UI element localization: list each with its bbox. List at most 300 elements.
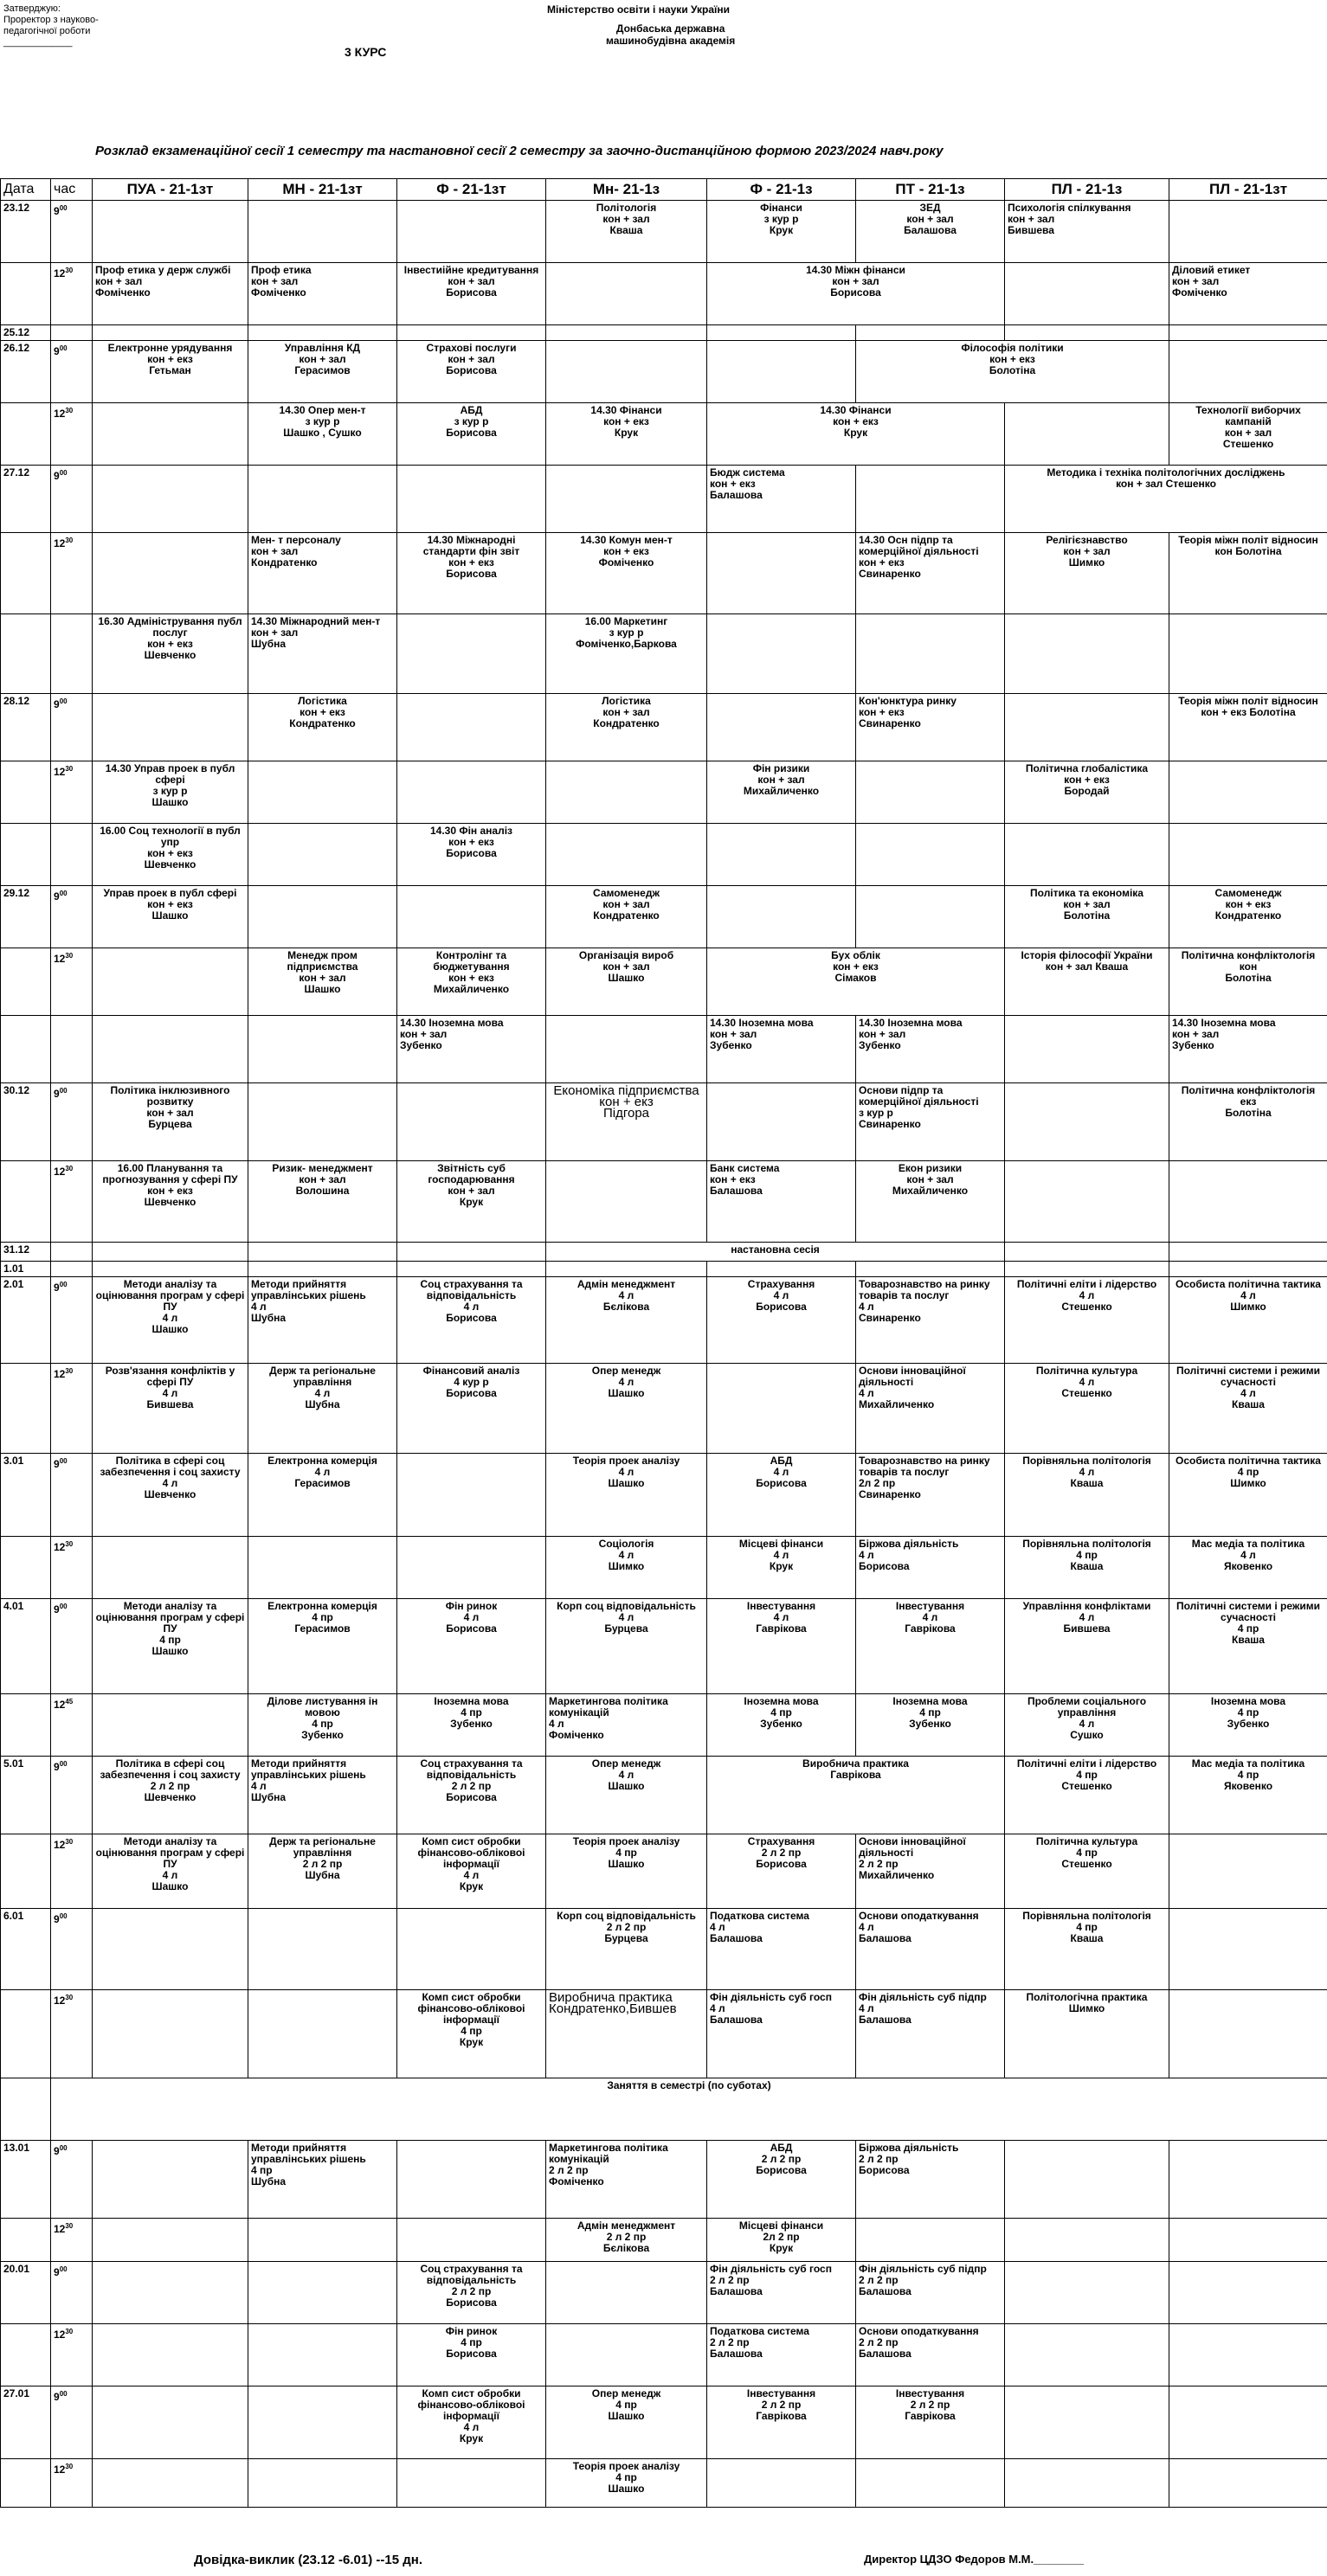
- empty-cell: [397, 2141, 546, 2219]
- date-cell: 30.12: [1, 1083, 51, 1161]
- empty-cell: [546, 761, 707, 824]
- cell-line: Кондратенко: [1214, 909, 1282, 922]
- class-cell: [546, 2141, 707, 2219]
- cell-line: 4 пр: [1237, 1466, 1259, 1478]
- time-cell: [51, 1243, 93, 1262]
- cell-line: кон + зал: [146, 1107, 194, 1119]
- date-cell: 20.01: [1, 2262, 51, 2324]
- time-cell: $12^{45}$: [51, 1694, 93, 1757]
- date-cell: [1, 263, 51, 325]
- cell-line: Фінансовий аналіз: [422, 1365, 520, 1377]
- approval-block: [3, 3, 99, 48]
- cell-line: Основи підпр та комерційної діяльності: [859, 1084, 979, 1108]
- empty-cell: [1169, 1262, 1327, 1277]
- empty-cell: [397, 2459, 546, 2508]
- class-cell: [1005, 201, 1169, 263]
- class-cell: [397, 1834, 546, 1909]
- cell-line: 14.30 Управ проек в публ сфері: [105, 762, 235, 786]
- class-cell: [248, 694, 397, 761]
- cell-line: Кондратенко: [251, 556, 318, 569]
- class-cell: [248, 1364, 397, 1454]
- empty-cell: [1169, 1909, 1327, 1990]
- cell-line: Розв'язання конфліктів у сфері ПУ: [105, 1365, 235, 1388]
- time-cell: $12^{30}$: [51, 948, 93, 1016]
- class-cell: [1169, 263, 1327, 325]
- cell-line: Управління КД: [284, 342, 361, 354]
- column-header: ПТ - 21-1з: [856, 179, 1005, 201]
- schedule-row: [1, 1016, 1327, 1083]
- cell-line: Товарознавство на ринку товарів та послуг: [859, 1278, 990, 1301]
- class-cell: [93, 1757, 248, 1834]
- class-cell: [546, 2386, 707, 2459]
- date-cell: [1, 533, 51, 614]
- class-cell: [856, 1599, 1005, 1694]
- class-cell: [707, 2386, 856, 2459]
- empty-cell: [1005, 1083, 1169, 1161]
- class-cell: [856, 201, 1005, 263]
- cell-line: 16.30 Адміністрування публ послуг: [98, 615, 242, 639]
- cell-line: Фін діяльність суб госп: [710, 1991, 832, 2003]
- cell-line: 4 л: [859, 2002, 874, 2014]
- class-cell: [546, 1083, 707, 1161]
- empty-cell: [1005, 2141, 1169, 2219]
- time-cell: $9^{00}$: [51, 694, 93, 761]
- cell-line: Організація вироб: [578, 949, 674, 961]
- cell-line: 4 л: [251, 1301, 267, 1313]
- cell-line: Борисова: [756, 2164, 807, 2176]
- cell-line: 4 л: [162, 1312, 178, 1324]
- cell-line: 14.30 Іноземна мова: [400, 1017, 504, 1029]
- class-cell: [1169, 1454, 1327, 1537]
- cell-line: 4 л: [618, 1466, 635, 1478]
- cell-line: Звітність суб господарювання: [428, 1162, 515, 1185]
- cell-line: Шашко: [608, 2483, 645, 2495]
- cell-line: Методика і техніка політологічних досліджень: [1047, 466, 1285, 479]
- cell-line: Бєлікова: [602, 1301, 650, 1313]
- cell-line: Фін ринок: [445, 2325, 498, 2337]
- cell-line: Політика в сфері соц забезпечення і соц захисту: [100, 1455, 241, 1478]
- cell-line: Борисова: [446, 364, 497, 376]
- class-cell: [707, 948, 1005, 1016]
- class-cell: [248, 1277, 397, 1364]
- cell-line: Електронна комерція: [267, 1600, 377, 1612]
- class-cell: [856, 1694, 1005, 1757]
- class-cell: [707, 263, 1005, 325]
- empty-cell: [93, 1243, 248, 1262]
- date-cell: [1, 1694, 51, 1757]
- cell-line: Економіка підприємства: [553, 1083, 699, 1098]
- empty-cell: [1005, 1016, 1169, 1083]
- empty-cell: [248, 761, 397, 824]
- empty-cell: [856, 886, 1005, 948]
- class-cell: [856, 1364, 1005, 1454]
- empty-cell: [1169, 1834, 1327, 1909]
- class-cell: [546, 1694, 707, 1757]
- cell-line: Зубенко: [909, 1718, 951, 1730]
- cell-line: 4 пр: [251, 2164, 273, 2176]
- empty-cell: [1005, 403, 1169, 466]
- cell-line: Страхові послуги: [426, 342, 517, 354]
- date-cell: [1, 2219, 51, 2262]
- time-cell: $9^{00}$: [51, 1083, 93, 1161]
- empty-cell: [93, 2262, 248, 2324]
- cell-line: Борисова: [756, 1858, 807, 1870]
- schedule-row: [1, 1161, 1327, 1243]
- class-cell: [397, 1016, 546, 1083]
- cell-line: 4 пр: [1076, 1549, 1098, 1561]
- cell-line: Стешенко: [1061, 1780, 1112, 1792]
- cell-line: Політичні еліти і лідерство: [1016, 1278, 1157, 1290]
- cell-line: Крук: [769, 1560, 794, 1572]
- cell-line: Крук: [769, 2242, 794, 2254]
- schedule-row: [1, 824, 1327, 886]
- cell-line: 4 л: [618, 1376, 635, 1388]
- cell-line: Зубенко: [400, 1039, 442, 1051]
- class-cell: [546, 2219, 707, 2262]
- empty-cell: [1005, 614, 1169, 694]
- date-cell: [1, 948, 51, 1016]
- empty-cell: [1005, 1262, 1169, 1277]
- class-cell: [248, 948, 397, 1016]
- schedule-row: [1, 325, 1327, 341]
- cell-line: Особиста політична тактика: [1176, 1278, 1321, 1290]
- cell-line: Борисова: [830, 286, 881, 299]
- date-cell: 1.01: [1, 1262, 51, 1277]
- empty-cell: [93, 2386, 248, 2459]
- empty-cell: [248, 886, 397, 948]
- class-cell: [546, 1454, 707, 1537]
- cell-line: Самоменедж: [593, 887, 660, 899]
- schedule-row: [1, 2262, 1327, 2324]
- cell-line: Балашова: [904, 224, 957, 236]
- cell-line: Гетьман: [149, 364, 191, 376]
- column-header: час: [51, 179, 93, 201]
- approve-line: педагогічної роботи: [3, 26, 91, 36]
- cell-line: Шашко , Сушко: [283, 427, 362, 439]
- empty-cell: [248, 1016, 397, 1083]
- cell-line: кон + зал: [602, 898, 650, 910]
- cell-line: Гаврікова: [905, 2410, 956, 2422]
- cell-line: Політичні системи і режими сучасності: [1176, 1600, 1321, 1623]
- class-cell: [1005, 1454, 1169, 1537]
- cell-line: Болотіна: [1063, 909, 1111, 922]
- class-cell: [248, 533, 397, 614]
- empty-cell: [248, 201, 397, 263]
- cell-line: Гаврікова: [756, 1622, 807, 1635]
- schedule-row: [1, 948, 1327, 1016]
- empty-cell: [248, 1990, 397, 2078]
- class-cell: [1169, 533, 1327, 614]
- cell-line: Фоміченко: [251, 286, 306, 299]
- cell-line: 4 л: [618, 1289, 635, 1301]
- cell-line: Шубна: [305, 1398, 340, 1410]
- cell-line: 4 л: [773, 1289, 789, 1301]
- cell-line: Стешенко: [1061, 1387, 1112, 1399]
- empty-cell: [856, 325, 1005, 341]
- empty-cell: [707, 694, 856, 761]
- class-cell: [856, 1834, 1005, 1909]
- cell-line: Бурцева: [148, 1118, 192, 1130]
- cell-line: Борисова: [756, 1477, 807, 1489]
- time-cell: $9^{00}$: [51, 2386, 93, 2459]
- cell-line: Фоміченко: [549, 2175, 604, 2187]
- cell-line: Мас медіа та політика: [1191, 1757, 1305, 1770]
- schedule-row: [1, 1694, 1327, 1757]
- cell-line: Стешенко: [1222, 438, 1274, 450]
- cell-line: Виробнича практика: [549, 1990, 673, 2005]
- cell-line: 4 л: [859, 1921, 874, 1933]
- cell-line: Шашко: [151, 796, 189, 808]
- cell-line: Фін ринок: [445, 1600, 498, 1612]
- time-cell: [51, 1016, 93, 1083]
- date-cell: [1, 1537, 51, 1599]
- cell-line: Шимко: [1068, 2002, 1105, 2014]
- cell-line: Гаврікова: [756, 2410, 807, 2422]
- class-cell: [856, 533, 1005, 614]
- date-cell: [1, 403, 51, 466]
- date-cell: 27.12: [1, 466, 51, 533]
- cell-line: кон + екз: [147, 1185, 193, 1197]
- empty-cell: [546, 1016, 707, 1083]
- class-cell: [1169, 1537, 1327, 1599]
- cell-line: Інвестування: [895, 1600, 965, 1612]
- cell-line: 4 л: [463, 1301, 480, 1313]
- cell-line: з кур р: [305, 415, 340, 427]
- cell-line: Політична культура: [1035, 1835, 1138, 1847]
- class-cell: [1169, 1757, 1327, 1834]
- cell-line: Борисова: [859, 2164, 910, 2176]
- schedule-row: [1, 533, 1327, 614]
- cell-line: кон + зал: [448, 353, 495, 365]
- class-cell: [93, 614, 248, 694]
- cell-line: Герасимов: [294, 1622, 351, 1635]
- cell-line: 4 л: [710, 2002, 725, 2014]
- schedule-row: [1, 761, 1327, 824]
- cell-line: Михайличенко: [859, 1869, 935, 1881]
- class-cell: [1005, 1364, 1169, 1454]
- time-cell: $12^{30}$: [51, 1990, 93, 2078]
- class-cell: [1169, 1599, 1327, 1694]
- class-cell: [248, 341, 397, 403]
- empty-cell: [856, 614, 1005, 694]
- cell-line: Біржова діяльність: [859, 2142, 959, 2154]
- cell-line: 14.30 Іноземна мова: [1172, 1017, 1276, 1029]
- empty-cell: [93, 1537, 248, 1599]
- cell-line: Борисова: [859, 1560, 910, 1572]
- time-cell: $12^{30}$: [51, 2459, 93, 2508]
- footer-note: Довідка-виклик (23.12 -6.01) --15 дн.: [194, 2553, 422, 2567]
- cell-line: Страхування: [747, 1278, 815, 1290]
- cell-line: Маркетингова політика комунікацій: [549, 1695, 668, 1718]
- cell-line: Соціологія: [598, 1538, 654, 1550]
- cell-line: Держ та регіональне управління: [269, 1365, 376, 1388]
- class-cell: [1169, 1364, 1327, 1454]
- cell-line: кон + зал: [1063, 898, 1111, 910]
- empty-cell: [856, 2219, 1005, 2262]
- cell-line: 4 л: [162, 1387, 178, 1399]
- cell-line: кон + екз: [147, 353, 193, 365]
- empty-cell: [707, 2459, 856, 2508]
- class-cell: [707, 2219, 856, 2262]
- class-cell: [546, 1364, 707, 1454]
- time-cell: $9^{00}$: [51, 466, 93, 533]
- cell-line: Михайличенко: [743, 785, 820, 797]
- cell-line: кон Болотіна: [1214, 545, 1282, 557]
- cell-line: кон + екз: [989, 353, 1035, 365]
- cell-line: Балашова: [710, 1185, 763, 1197]
- schedule-row: [1, 1757, 1327, 1834]
- cell-line: кон + зал: [757, 774, 805, 786]
- cell-line: Кваша: [1070, 1932, 1104, 1944]
- cell-line: 4 пр: [1237, 1769, 1259, 1781]
- cell-line: кон + екз: [859, 556, 905, 569]
- cell-line: Політологічна практика: [1026, 1991, 1148, 2003]
- cell-line: Методи прийняття управлінських рішень: [251, 2142, 366, 2165]
- cell-line: кон + екз: [448, 972, 494, 984]
- cell-line: Шашко: [608, 972, 645, 984]
- class-cell: [1169, 1694, 1327, 1757]
- empty-cell: [1169, 2386, 1327, 2459]
- cell-line: 2 л 2 пр: [302, 1858, 343, 1870]
- empty-cell: [707, 325, 856, 341]
- class-cell: [397, 2386, 546, 2459]
- cell-line: Кондратенко: [593, 909, 660, 922]
- empty-cell: [93, 466, 248, 533]
- class-cell: [707, 1834, 856, 1909]
- empty-cell: [93, 1909, 248, 1990]
- cell-line: Біржова діяльність: [859, 1538, 959, 1550]
- cell-line: 4 л: [1240, 1549, 1256, 1561]
- class-cell: [93, 824, 248, 886]
- empty-cell: [248, 1262, 397, 1277]
- empty-cell: [93, 201, 248, 263]
- saturday-banner-row: [1, 2078, 1327, 2141]
- cell-line: кон + зал: [95, 275, 143, 287]
- cell-line: Основи оподаткування: [859, 1910, 979, 1922]
- empty-cell: [93, 694, 248, 761]
- cell-line: Болотіна: [1225, 972, 1272, 984]
- empty-cell: [1169, 1990, 1327, 2078]
- cell-line: 4 л: [463, 1869, 480, 1881]
- cell-line: Адмін менеджмент: [577, 1278, 676, 1290]
- class-cell: [546, 948, 707, 1016]
- cell-line: Політичні системи і режими сучасності: [1176, 1365, 1321, 1388]
- time-cell: $9^{00}$: [51, 341, 93, 403]
- class-cell: [856, 2386, 1005, 2459]
- class-cell: [93, 1083, 248, 1161]
- cell-line: 2л 2 пр: [763, 2231, 800, 2243]
- cell-line: Іноземна мова: [892, 1695, 968, 1707]
- cell-line: Шашко: [151, 909, 189, 922]
- academy-name: Донбаська державна машинобудівна академія: [606, 22, 736, 47]
- schedule-row: [1, 403, 1327, 466]
- cell-line: 14.30 Іноземна мова: [710, 1017, 814, 1029]
- cell-line: Бившева: [1008, 224, 1054, 236]
- cell-line: кон + екз: [603, 415, 649, 427]
- class-cell: [707, 1161, 856, 1243]
- cell-line: Борисова: [446, 286, 497, 299]
- cell-line: кон + зал: [299, 972, 346, 984]
- empty-cell: [397, 694, 546, 761]
- cell-line: Порівняльна політологія: [1022, 1455, 1151, 1467]
- cell-line: Порівняльна політологія: [1022, 1910, 1151, 1922]
- date-cell: 4.01: [1, 1599, 51, 1694]
- schedule-row: [1, 1454, 1327, 1537]
- cell-line: Сімаков: [834, 972, 877, 984]
- cell-line: Шубна: [251, 1312, 287, 1324]
- class-cell: [1005, 533, 1169, 614]
- cell-line: Виробнича практика: [802, 1757, 909, 1770]
- cell-line: Методи аналізу та оцінювання програм у сфері ПУ: [95, 1835, 245, 1870]
- cell-line: 4 л: [314, 1466, 331, 1478]
- class-cell: [546, 1909, 707, 1990]
- empty-cell: [1169, 341, 1327, 403]
- cell-line: АБД: [770, 2142, 793, 2154]
- date-cell: [1, 1016, 51, 1083]
- class-cell: [248, 263, 397, 325]
- cell-line: Корп соц відповідальність: [557, 1910, 696, 1922]
- class-cell: [248, 1599, 397, 1694]
- cell-line: 4 л: [1079, 1289, 1095, 1301]
- cell-line: кон: [1239, 960, 1258, 973]
- class-cell: [856, 2324, 1005, 2386]
- cell-line: кон + екз Болотіна: [1201, 706, 1296, 718]
- cell-line: Комп сист обробки фінансово-обліковоі інформації: [417, 1835, 525, 1870]
- empty-cell: [1005, 2386, 1169, 2459]
- cell-line: 2 л 2 пр: [451, 1780, 492, 1792]
- cell-line: Борисова: [446, 568, 497, 580]
- cell-line: Кваша: [1070, 1560, 1104, 1572]
- cell-line: Михайличенко: [433, 983, 510, 995]
- schedule-row: [1, 201, 1327, 263]
- class-cell: [248, 1454, 397, 1537]
- cell-line: Зубенко: [450, 1718, 493, 1730]
- class-cell: [856, 1454, 1005, 1537]
- cell-line: Кондратенко: [289, 717, 356, 729]
- cell-line: Борисова: [446, 1312, 497, 1324]
- schedule-row: [1, 2386, 1327, 2459]
- class-cell: [707, 1599, 856, 1694]
- cell-line: Політична конфліктологія: [1181, 1084, 1316, 1096]
- cell-line: Шашко: [608, 2410, 645, 2422]
- cell-line: Інвестування: [895, 2387, 965, 2399]
- empty-cell: [707, 1083, 856, 1161]
- cell-line: 2л 2 пр: [859, 1477, 896, 1489]
- class-cell: [1005, 1277, 1169, 1364]
- cell-line: Крук: [769, 224, 794, 236]
- cell-line: Соц страхування та відповідальність: [420, 1757, 523, 1781]
- cell-line: Політична культура: [1035, 1365, 1138, 1377]
- cell-line: з кур р: [454, 415, 489, 427]
- class-cell: [248, 1834, 397, 1909]
- cell-line: Фін діяльність суб госп: [710, 2263, 832, 2275]
- date-cell: [1, 761, 51, 824]
- footer-signature: Директор ЦДЗО Федоров М.М.________: [864, 2553, 1084, 2566]
- cell-line: 4 пр: [312, 1611, 333, 1623]
- class-cell: [707, 403, 1005, 466]
- cell-line: Кваша: [609, 224, 643, 236]
- cell-line: Шимко: [1068, 556, 1105, 569]
- date-cell: 31.12: [1, 1243, 51, 1262]
- class-cell: [1169, 1277, 1327, 1364]
- cell-line: Крук: [459, 1880, 484, 1892]
- class-cell: [546, 533, 707, 614]
- cell-line: Бурцева: [604, 1622, 648, 1635]
- class-cell: [1169, 886, 1327, 948]
- date-cell: 26.12: [1, 341, 51, 403]
- class-cell: [93, 341, 248, 403]
- cell-line: 4 пр: [461, 2336, 482, 2348]
